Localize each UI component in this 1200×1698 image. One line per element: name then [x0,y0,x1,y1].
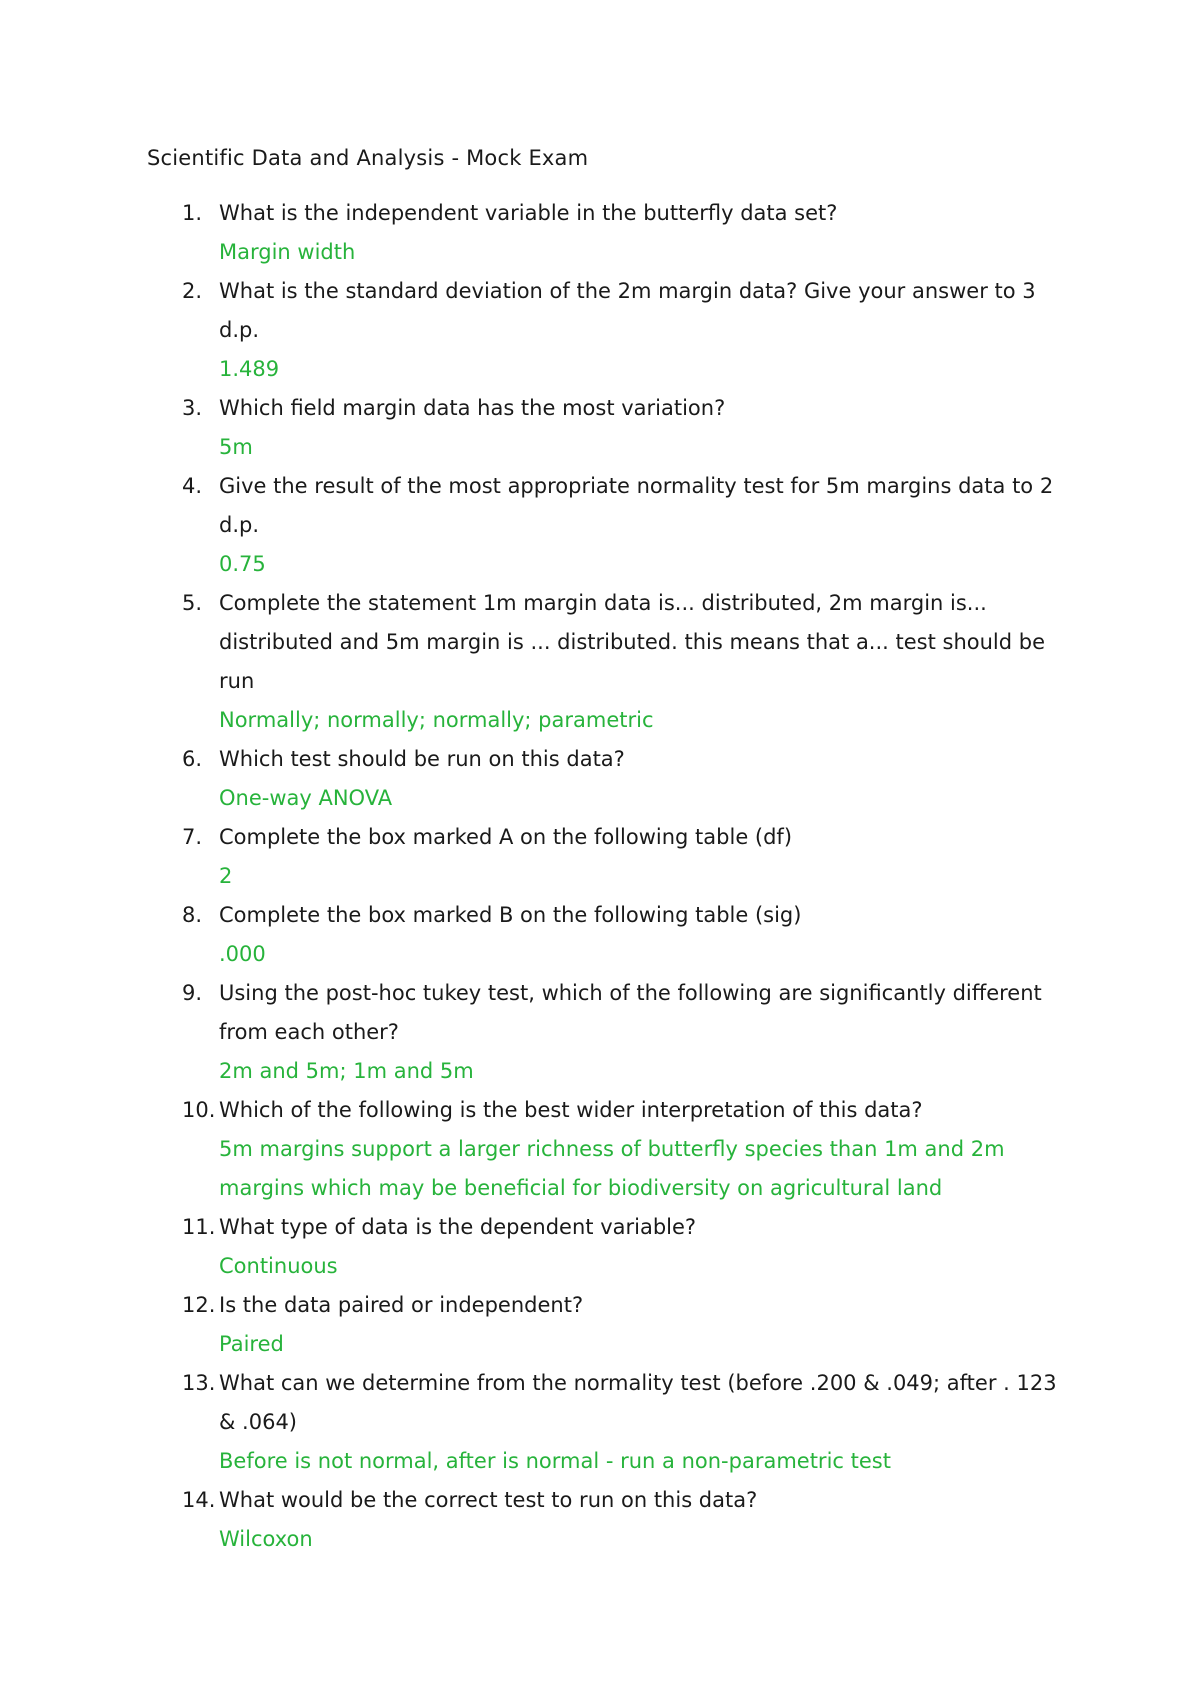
question-text: What is the standard deviation of the 2m margin data? Give your answer to 3 d.p. [219,279,1036,342]
question-text: Is the data paired or independent? [219,1293,584,1317]
question-text: Complete the box marked A on the following table (df) [219,825,793,849]
question-text: Complete the statement 1m margin data is... distributed, 2m margin is... distributed and 5m margin is ... distributed. this means that a... test should be run [219,591,1046,693]
answer-text: 2 [219,864,233,888]
question-item-10 [147,1091,1070,1208]
question-text: Which field margin data has the most variation? [219,396,726,420]
answer-text: 2m and 5m; 1m and 5m [219,1059,474,1083]
question-item-1 [147,194,1070,272]
answer-text: Before is not normal, after is normal - run a non-parametric test [219,1449,891,1473]
question-number: 4. [182,474,203,498]
question-text: What is the independent variable in the butterfly data set? [219,201,838,225]
answer-text: 1.489 [219,357,280,381]
question-number: 10. [182,1098,216,1122]
question-text: Using the post-hoc tukey test, which of the following are significantly different from each other? [219,981,1042,1044]
question-list [147,194,1070,1559]
question-number: 6. [182,747,203,771]
question-text: What type of data is the dependent variable? [219,1215,697,1239]
question-text: What would be the correct test to run on this data? [219,1488,758,1512]
answer-text: Paired [219,1332,284,1356]
question-number: 11. [182,1215,216,1239]
question-number: 9. [182,981,203,1005]
answer-text: Normally; normally; normally; parametric [219,708,654,732]
answer-text: 5m margins support a larger richness of butterfly species than 1m and 2m margins which may be beneficial for biodiversity on agricultural land [219,1137,1005,1200]
question-item-7 [147,818,1070,896]
answer-text: .000 [219,942,266,966]
question-number: 8. [182,903,203,927]
question-text: Which of the following is the best wider interpretation of this data? [219,1098,923,1122]
question-item-8 [147,896,1070,974]
answer-text: Continuous [219,1254,338,1278]
question-item-5 [147,584,1070,740]
question-text: Give the result of the most appropriate normality test for 5m margins data to 2 d.p. [219,474,1054,537]
question-number: 3. [182,396,203,420]
question-item-12 [147,1286,1070,1364]
question-text: What can we determine from the normality test (before .200 & .049; after . 123 & .064) [219,1371,1057,1434]
question-item-2 [147,272,1070,389]
question-number: 2. [182,279,203,303]
answer-text: Margin width [219,240,356,264]
question-text: Complete the box marked B on the following table (sig) [219,903,802,927]
question-item-13 [147,1364,1070,1481]
question-number: 13. [182,1371,216,1395]
question-number: 1. [182,201,203,225]
question-number: 12. [182,1293,216,1317]
question-item-14 [147,1481,1070,1559]
answer-text: 0.75 [219,552,266,576]
question-number: 7. [182,825,203,849]
document-title: Scientific Data and Analysis - Mock Exam [147,146,589,170]
question-item-11 [147,1208,1070,1286]
question-number: 14. [182,1488,216,1512]
question-item-6 [147,740,1070,818]
question-item-9 [147,974,1070,1091]
answer-text: One-way ANOVA [219,786,393,810]
question-number: 5. [182,591,203,615]
answer-text: Wilcoxon [219,1527,313,1551]
question-item-3 [147,389,1070,467]
answer-text: 5m [219,435,253,459]
question-item-4 [147,467,1070,584]
question-text: Which test should be run on this data? [219,747,625,771]
